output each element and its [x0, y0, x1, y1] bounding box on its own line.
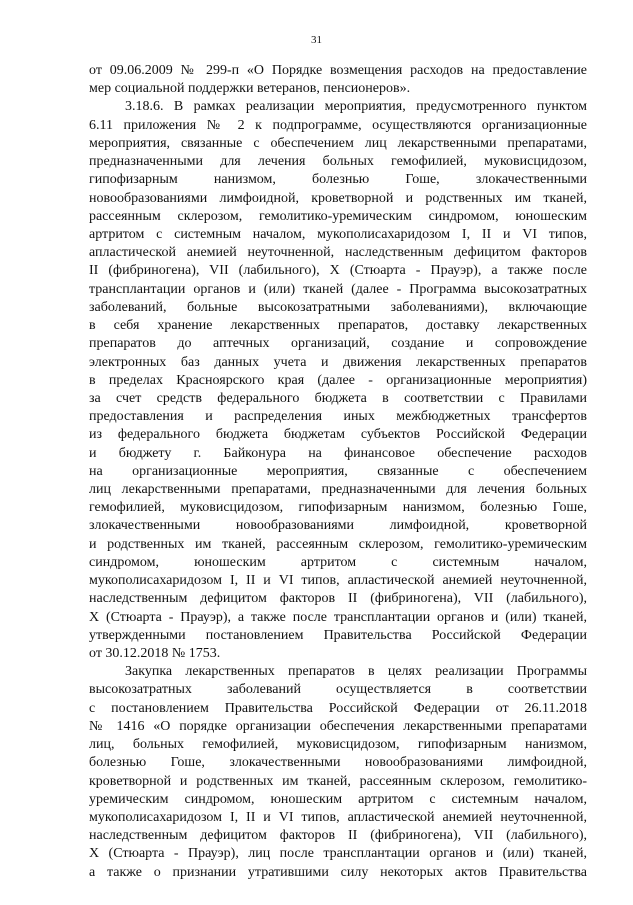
text-line: препаратов до аптечных организаций, создание и сопровождение	[89, 336, 587, 352]
text-line: гемофилией, муковисцидозом, гипофизарным нанизмом, болезнью Гоше,	[89, 500, 587, 516]
text-line: утвержденными постановлением Правительства Российской Федерации	[89, 627, 587, 643]
text-line: мероприятия, связанные с обеспечением лиц лекарственными препаратами,	[89, 135, 587, 151]
text-line: на организационные мероприятия, связанные с обеспечением	[89, 463, 587, 479]
text-line: лиц, больных гемофилией, муковисцидозом, гипофизарным нанизмом,	[89, 737, 587, 753]
text-line: синдромом, юношеским артритом с системным началом,	[89, 554, 587, 570]
text-line: предоставления и распределения иных межбюджетных трансфертов	[89, 409, 587, 425]
text-line: рассеянным склерозом, гемолитико-уремическим синдромом, юношеским	[89, 208, 587, 224]
text-line: из федерального бюджета бюджетам субъектов Российской Федерации	[89, 427, 587, 443]
text-line: уремическим синдромом, юношеским артритом с системным началом,	[89, 791, 587, 807]
text-line: новообразованиями лимфоидной, кроветворной и родственных им тканей,	[89, 190, 587, 206]
text-line: мукополисахаридозом I, II и VI типов, апластической анемией неуточненной,	[89, 809, 587, 825]
text-line: от 09.06.2009 № 299-п «О Порядке возмещения расходов на предоставление	[89, 63, 587, 78]
document-body	[89, 62, 587, 882]
text-line: предназначенными для лечения больных гемофилией, муковисцидозом,	[89, 154, 587, 170]
text-line: 3.18.6. В рамках реализации мероприятия, предусмотренного пунктом	[125, 99, 587, 115]
text-line: 6.11 приложения № 2 к подпрограмме, осуществляются организационные	[89, 117, 587, 133]
text-line: мер социальной поддержки ветеранов, пенсионеров».	[89, 81, 411, 97]
text-line: Закупка лекарственных препаратов в целях реализации Программы	[125, 664, 587, 680]
text-line: кроветворной и родственных им тканей, рассеянным склерозом, гемолитико-	[89, 773, 587, 789]
text-line: и бюджету г. Байконура на финансовое обеспечение расходов	[89, 445, 587, 461]
text-line: гипофизарным нанизмом, болезнью Гоше, злокачественными	[89, 172, 587, 188]
text-line: и родственных им тканей, рассеянным склерозом, гемолитико-уремическим	[89, 536, 587, 552]
text-line: артритом с системным началом, мукополисахаридозом I, II и VI типов,	[89, 226, 587, 242]
text-line: № 1416 «О порядке организации обеспечения лекарственными препаратами	[89, 718, 587, 734]
text-line: злокачественными новообразованиями лимфоидной, кроветворной	[89, 518, 587, 534]
text-line: лиц лекарственными препаратами, предназначенными для лечения больных	[89, 482, 587, 498]
text-line: наследственным дефицитом факторов II (фибриногена), VII (лабильного),	[89, 591, 587, 607]
text-line: за счет средств федерального бюджета в соответствии с Правилами	[89, 390, 587, 406]
page-number: 31	[311, 34, 322, 46]
text-line: мукополисахаридозом I, II и VI типов, апластической анемией неуточненной,	[89, 573, 587, 589]
text-line: заболеваний, больные высокозатратными заболеваниями), включающие	[89, 299, 587, 315]
text-line: от 30.12.2018 № 1753.	[89, 646, 221, 661]
text-line: трансплантации органов и (или) тканей (далее - Программа высокозатратных	[89, 281, 587, 297]
text-line: болезнью Гоше, злокачественными новообразованиями лимфоидной,	[89, 755, 587, 771]
text-line: электронных баз данных учета и движения лекарственных препаратов	[89, 354, 587, 370]
text-line: а также о признании утратившими силу некоторых актов Правительства	[89, 864, 587, 880]
text-line: X (Стюарта - Прауэр), а также после трансплантации органов и (или) тканей,	[89, 609, 587, 625]
text-line: высокозатратных заболеваний осуществляется в соответствии	[89, 682, 587, 698]
text-line: апластической анемией неуточненной, наследственным дефицитом факторов	[89, 245, 587, 261]
text-line: X (Стюарта - Прауэр), лиц после трансплантации органов и (или) тканей,	[89, 846, 587, 862]
text-line: в себя хранение лекарственных препаратов, доставку лекарственных	[89, 318, 587, 334]
text-line: II (фибриногена), VII (лабильного), X (Стюарта - Прауэр), а также после	[89, 263, 587, 279]
text-line: наследственным дефицитом факторов II (фибриногена), VII (лабильного),	[89, 828, 587, 844]
text-line: с постановлением Правительства Российской Федерации от 26.11.2018	[89, 700, 587, 716]
text-line: в пределах Красноярского края (далее - организационные мероприятия)	[89, 372, 587, 388]
